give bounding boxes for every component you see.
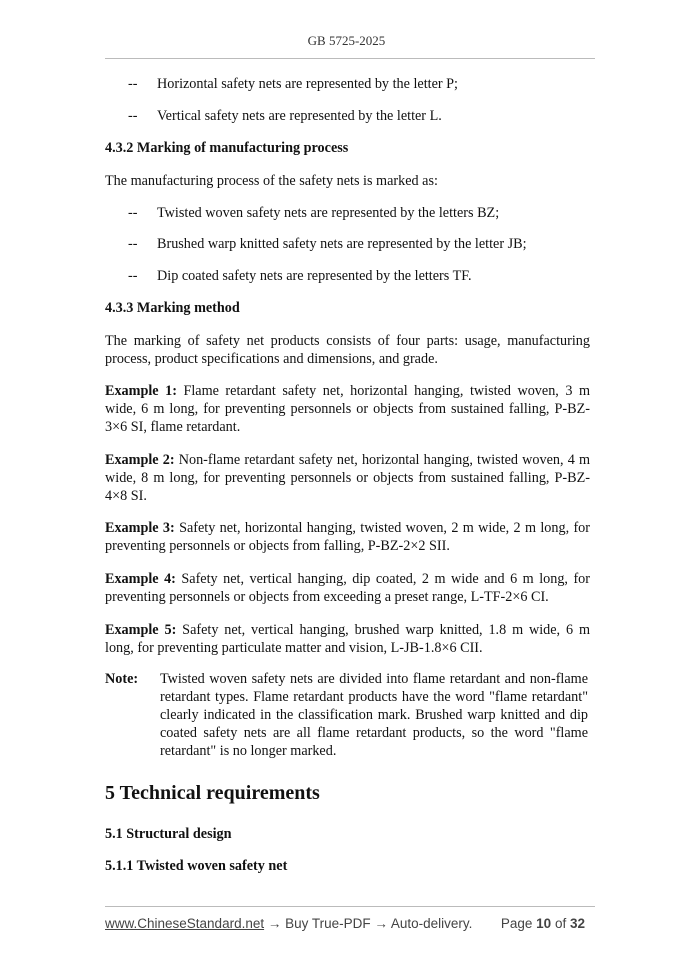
section-heading-5-1: 5.1 Structural design <box>105 826 232 842</box>
page-indicator <box>501 916 585 931</box>
example-5 <box>105 621 590 657</box>
example-label: Example 5: <box>105 622 177 638</box>
page-word: Page <box>500 916 533 931</box>
document-header: GB 5725-2025 <box>307 33 386 48</box>
bullet-text: Twisted woven safety nets are represented by the letters BZ; <box>157 205 500 221</box>
example-text: Safety net, vertical hanging, brushed warp knitted, 1.8 m wide, 6 m long, for preventing particulate matter and vision, L-JB-1.8×6 CII. <box>105 622 590 656</box>
example-text: Flame retardant safety net, horizontal hanging, twisted woven, 3 m wide, 6 m long, for preventing personnels or objects from sustained falling, P-BZ-3×6 SI, flame retardant. <box>105 383 590 435</box>
bullet-dash: -- <box>128 268 138 284</box>
bullet-dash: -- <box>128 205 138 221</box>
note-label: Note: <box>105 671 139 687</box>
footer <box>105 916 585 931</box>
footer-text: → Buy True-PDF → Auto-delivery. <box>264 916 473 931</box>
bullet-text: Dip coated safety nets are represented by the letters TF. <box>157 268 472 284</box>
example-3 <box>105 519 590 555</box>
example-4 <box>105 570 590 606</box>
header-divider <box>105 58 595 59</box>
paragraph: The manufacturing process of the safety nets is marked as: <box>105 173 438 189</box>
section-heading-5: 5 Technical requirements <box>105 782 320 804</box>
example-text: Safety net, horizontal hanging, twisted woven, 2 m wide, 2 m long, for preventing personnels or objects from falling, P-BZ-2×2 SII. <box>105 520 590 554</box>
example-1 <box>105 382 590 436</box>
bullet-dash: -- <box>128 76 138 92</box>
section-heading-5-1-1: 5.1.1 Twisted woven safety net <box>105 858 288 874</box>
example-label: Example 1: <box>105 383 177 399</box>
bullet-text: Horizontal safety nets are represented by the letter P; <box>157 76 458 92</box>
bullet-text: Vertical safety nets are represented by the letter L. <box>157 108 442 124</box>
website-link[interactable]: www.ChineseStandard.net <box>105 916 265 931</box>
note-text: Twisted woven safety nets are divided into flame retardant and non-flame retardant types. Flame retardant products have the word "flame retardant" clearly indicated in the classification mark. Brushed warp knitted and dip coated safety nets are all flame retardant products, so the word "flame retardant" is no longer marked. <box>160 671 588 759</box>
bullet-text: Brushed warp knitted safety nets are represented by the letter JB; <box>157 236 527 252</box>
example-label: Example 2: <box>105 452 175 468</box>
example-2 <box>105 451 590 505</box>
page-total: 32 <box>569 916 585 931</box>
section-heading-4-3-2: 4.3.2 Marking of manufacturing process <box>105 140 349 156</box>
example-text: Non-flame retardant safety net, horizontal hanging, twisted woven, 4 m wide, 8 m long, for preventing personnels or objects from sustained falling, P-BZ-4×8 SI. <box>105 452 590 504</box>
bullet-dash: -- <box>128 108 138 124</box>
footer-divider <box>105 906 595 907</box>
of-word: of <box>554 916 567 931</box>
example-label: Example 3: <box>105 520 175 536</box>
page-number: 10 <box>536 916 552 931</box>
section-heading-4-3-3: 4.3.3 Marking method <box>105 300 240 316</box>
example-text: Safety net, vertical hanging, dip coated, 2 m wide and 6 m long, for preventing personnels or objects from exceeding a preset range, L-TF-2×6 CI. <box>105 571 590 605</box>
example-label: Example 4: <box>105 571 176 587</box>
bullet-dash: -- <box>128 236 138 252</box>
paragraph: The marking of safety net products consists of four parts: usage, manufacturing process, product specifications and dimensions, and grade. <box>105 333 590 367</box>
